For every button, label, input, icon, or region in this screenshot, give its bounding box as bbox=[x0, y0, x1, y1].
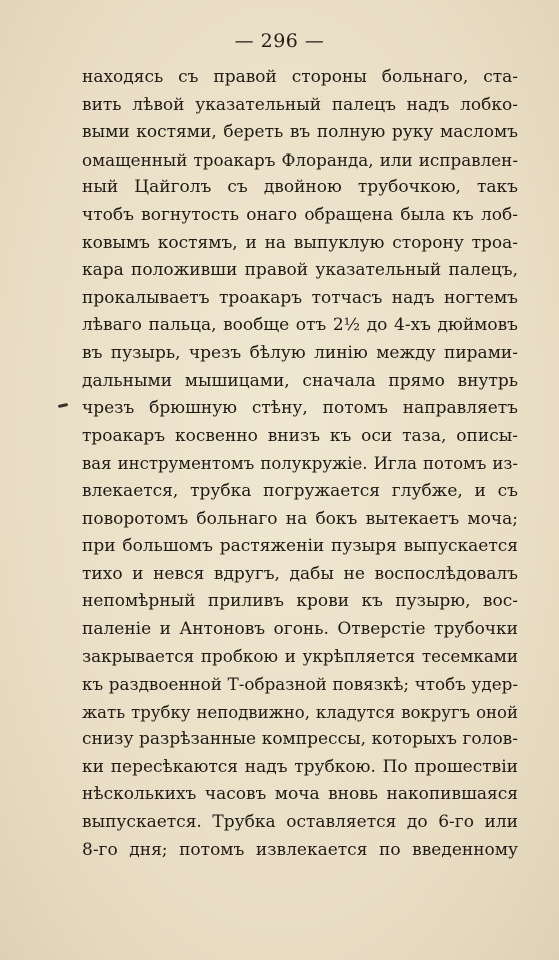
text-line: ки пересѣкаются надъ трубкою. По прошествіи bbox=[82, 756, 518, 777]
text-line: непомѣрный приливъ крови къ пузырю, вос- bbox=[82, 591, 518, 612]
text-line: чрезъ брюшную стѣну, потомъ направляетъ bbox=[82, 398, 518, 419]
text-line: поворотомъ больнаго на бокъ вытекаетъ моча; bbox=[82, 508, 518, 529]
text-line: прокалываетъ троакаръ тотчасъ надъ ногтемъ bbox=[82, 287, 518, 308]
text-line: кара положивши правой указательный палецъ, bbox=[82, 260, 518, 281]
text-line: омащенный троакаръ Флоранда, или исправлен- bbox=[82, 149, 518, 170]
text-line: въ пузырь, чрезъ бѣлую линію между пирами- bbox=[82, 342, 518, 363]
text-line: троакаръ косвенно внизъ къ оси таза, описы- bbox=[82, 425, 518, 446]
text-line: ный Цайголъ съ двойною трубочкою, такъ bbox=[82, 177, 518, 198]
text-line: выпускается. Трубка оставляется до 6-го или bbox=[82, 812, 518, 833]
text-line: жать трубку неподвижно, кладутся вокругъ оной bbox=[82, 702, 518, 722]
body-text bbox=[82, 64, 518, 864]
text-line: дальными мышицами, сначала прямо внутрь bbox=[82, 370, 518, 391]
text-line: лѣваго пальца, вообще отъ 2½ до 4-хъ дюймовъ bbox=[82, 315, 518, 336]
text-line: закрывается пробкою и укрѣпляется тесемками bbox=[82, 646, 518, 667]
text-line: ковымъ костямъ, и на выпуклую сторону троа- bbox=[82, 232, 518, 253]
page-number: — 296 — bbox=[234, 30, 325, 52]
text-line: снизу разрѣзанные компрессы, которыхъ голов- bbox=[82, 729, 518, 750]
text-line: влекается, трубка погружается глубже, и съ bbox=[82, 480, 518, 501]
text-line: вая инструментомъ полукружіе. Игла потомъ из- bbox=[82, 454, 518, 474]
text-line: къ раздвоенной Т-образной повязкѣ; чтобъ удер- bbox=[82, 674, 518, 695]
text-line: тихо и невся вдругъ, дабы не воспослѣдовалъ bbox=[82, 563, 518, 584]
text-line: чтобъ вогнутость онаго обращена была къ лоб- bbox=[82, 204, 518, 225]
text-line: 8-го дня; потомъ извлекается по введенному bbox=[82, 839, 518, 860]
text-line: нѣсколькихъ часовъ моча вновь накопившаяся bbox=[82, 784, 518, 805]
text-line: паленіе и Антоновъ огонь. Отверстіе трубочки bbox=[82, 618, 518, 639]
text-line: вить лѣвой указательный палецъ надъ лобко- bbox=[82, 94, 518, 115]
text-line: выми костями, береть въ полную руку масломъ bbox=[82, 122, 518, 143]
text-line: находясь съ правой стороны больнаго, ста- bbox=[82, 67, 518, 87]
text-line: при большомъ растяженіи пузыря выпускается bbox=[82, 536, 518, 557]
margin-mark bbox=[58, 403, 68, 408]
